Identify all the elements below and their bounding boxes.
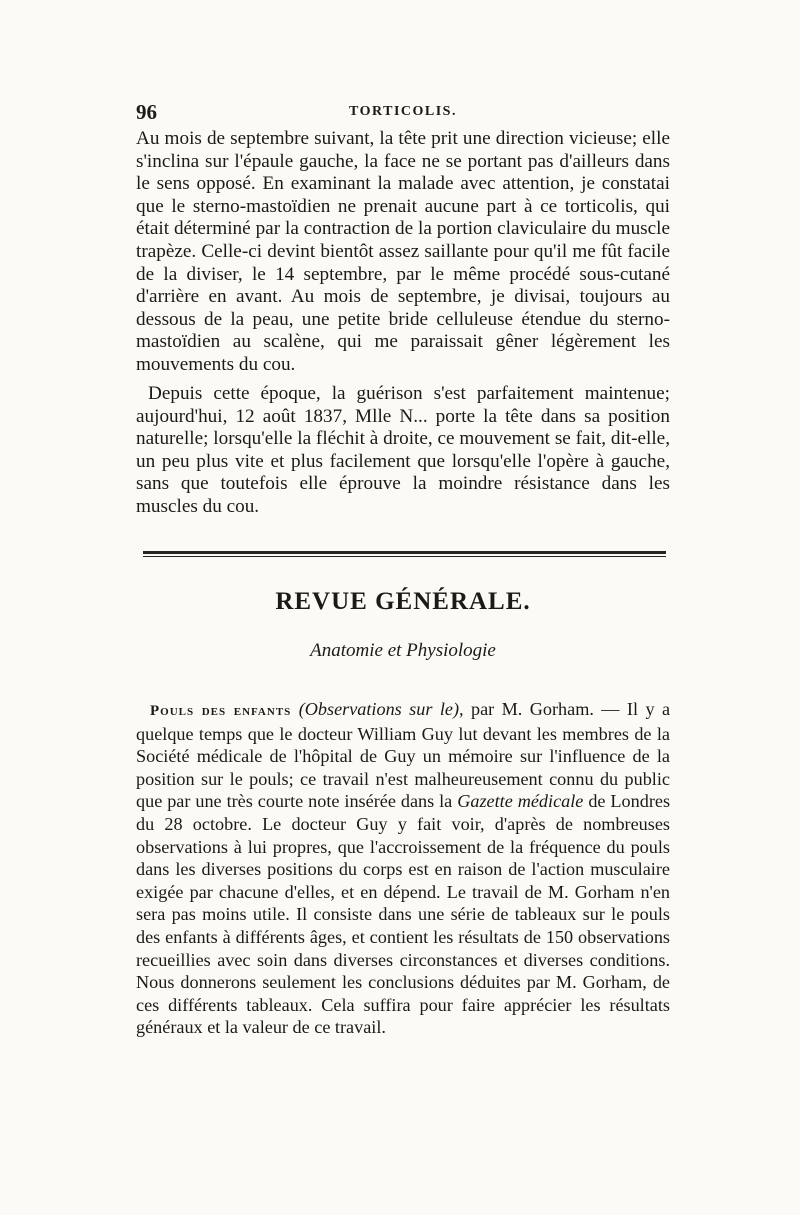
article-byline: par M. Gorham. —: [470, 699, 620, 719]
article-text-part-1: Il y a quelque temps que le docteur William Guy lut devant les membres de la Société médicale de l'hôpital de Guy un mémoire sur l'influence de la position sur le pouls; ce travail n'est malheureusement connu du public que par une très courte note insérée dans la: [136, 699, 671, 812]
article-heading: Pouls des enfants: [150, 703, 292, 719]
case-text-paragraph-1: [136, 128, 670, 377]
running-title: TORTICOLIS.: [349, 104, 457, 119]
article-paragraph: [136, 698, 670, 1039]
paragraph: Au mois de septembre suivant, la tête prit une direction vicieuse; elle s'inclina sur l'épaule gauche, la face ne se portant pas d'ailleurs dans le sens opposé. En examinant la malade avec attention, je constatai que le sterno-mastoïdien ne prenait aucune part à ce torticolis, qui était déterminé par la contraction de la portion claviculaire du muscle trapèze. Celle-ci devint bientôt assez saillante pour qu'il me fût facile de la diviser, le 14 septembre, par le même procédé sous-cutané d'arrière en avant. Au mois de septembre, je divisai, toujours au dessous de la peau, une petite bride celluleuse étendue du sterno-mastoïdien au scalène, qui me paraissait gêner légèrement les mouvements du cou.: [136, 128, 670, 375]
divider-thick-rule: [143, 551, 666, 554]
article: [136, 698, 670, 1039]
article-text-part-2: de Londres du 28 octobre. Le docteur Guy y fait voir, d'après de nombreuses observations à lui propres, que l'accroissement de la fréquence du pouls dans les diverses positions du corps est en raison de l'action musculaire exigée par chacune d'elles, et en dépend. Le travail de M. Gorham n'en sera pas moins utile. Il consiste dans une série de tableaux sur le pouls des enfants à différents âges, et contient les résultats de 150 observations recueillies avec soin dans diverses circonstances et diverses conditions. Nous donnerons seulement les conclusions déduites par M. Gorham, de ces différents tableaux. Cela suffira pour faire apprécier les résultats généraux et la valeur de ce travail.: [136, 791, 671, 1038]
section-divider: [143, 551, 666, 557]
page-number: 96: [136, 100, 157, 124]
page-header: [136, 100, 670, 128]
article-subject: (Observations sur le),: [298, 699, 464, 719]
section-title: REVUE GÉNÉRALE.: [275, 588, 531, 615]
divider-thin-rule: [143, 556, 666, 557]
journal-name: Gazette médicale: [457, 791, 584, 812]
paragraph: Depuis cette époque, la guérison s'est parfaitement maintenue; aujourd'hui, 12 août 1837, Mlle N... porte la tête dans sa position naturelle; lorsqu'elle la fléchit à droite, ce mouvement se fait, dit-elle, un peu plus vite et plus facilement que lorsqu'elle l'opère à gauche, sans que toutefois elle éprouve la moindre résistance dans les muscles du cou.: [136, 383, 670, 517]
case-text-paragraph-2: [136, 383, 670, 519]
subsection-title: Anatomie et Physiologie: [310, 640, 496, 661]
